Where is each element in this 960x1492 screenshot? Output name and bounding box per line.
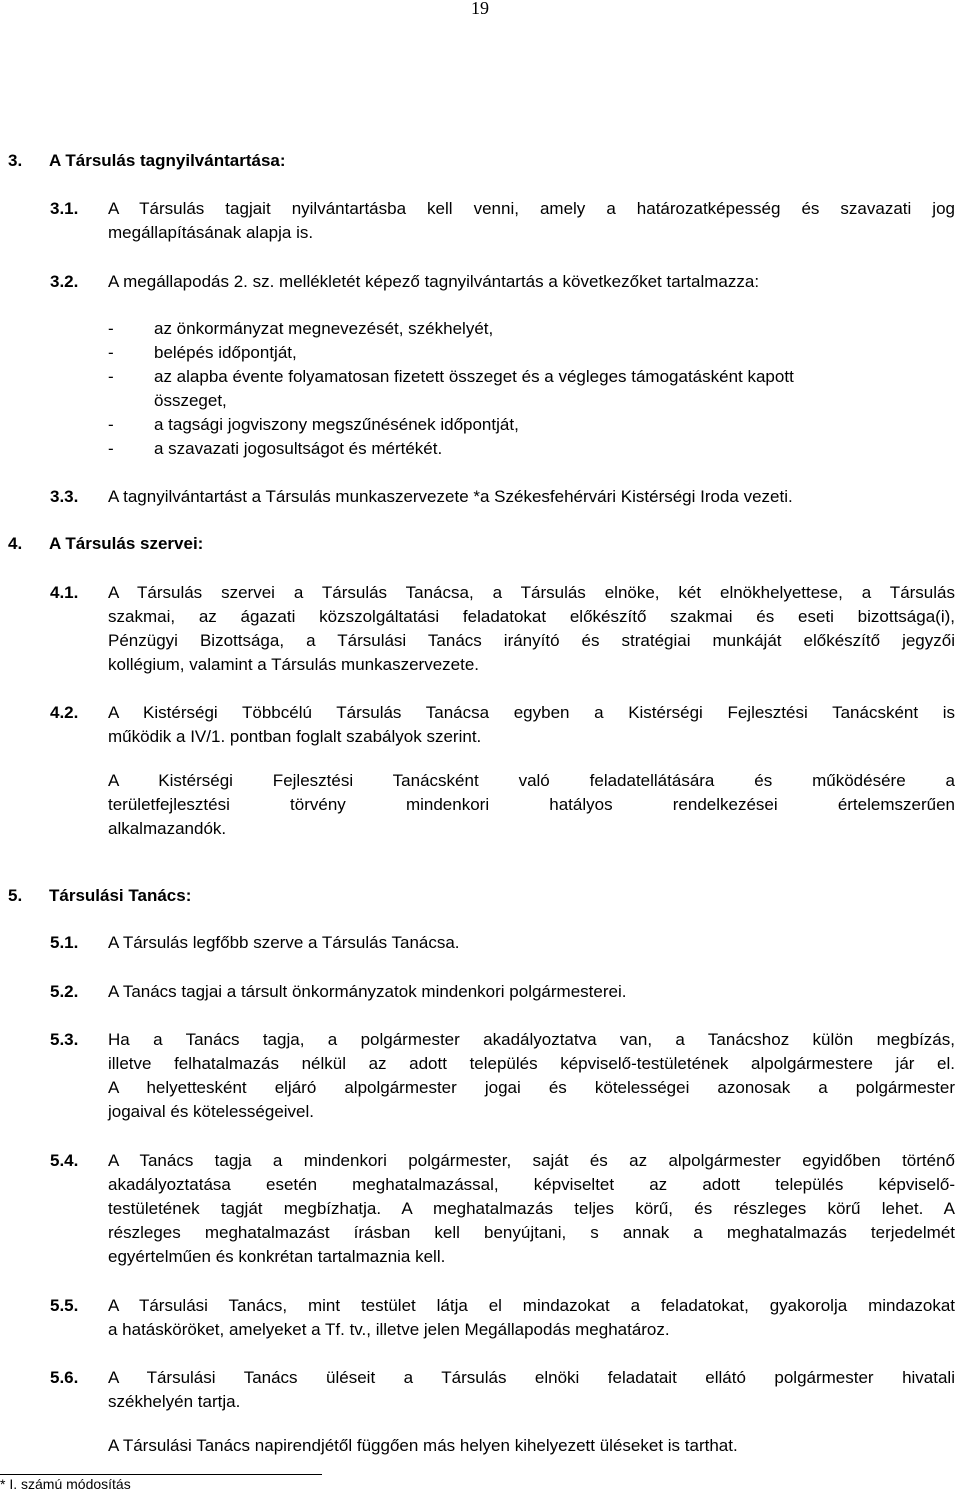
paragraph-5-4-line: akadályoztatása esetén meghatalmazással, képviseltet az adott település képviselő- [108, 1175, 955, 1194]
footnote-separator [0, 1474, 322, 1475]
paragraph-5-4-line: részleges meghatalmazást írásban kell benyújtani, s annak a meghatalmazás terjedelmét [108, 1223, 955, 1242]
section-4-heading: A Társulás szervei: [49, 534, 204, 553]
paragraph-4-1-line: szakmai, az ágazati közszolgáltatási feladatokat előkészítő szakmai és eseti bizottsága(i), [108, 607, 955, 626]
paragraph-5-1-number: 5.1. [50, 933, 79, 952]
paragraph-5-3-number: 5.3. [50, 1030, 79, 1049]
section-3-heading: A Társulás tagnyilvántartása: [49, 151, 286, 170]
paragraph-5-6-extra-line: A Társulási Tanács napirendjétől függően más helyen kihelyezett üléseket is tarthat. [108, 1436, 738, 1455]
paragraph-3-2-line: A megállapodás 2. sz. mellékletét képező tagnyilvántartás a következőket tartalmazza: [108, 272, 760, 291]
paragraph-5-5-line: A Társulási Tanács, mint testület látja el mindazokat a feladatokat, gyakorolja mindazokat [108, 1296, 955, 1315]
paragraph-5-3-line: Ha a Tanács tagja, a polgármester akadályoztatva van, a Tanácshoz külön megbízás, [108, 1030, 955, 1049]
section-5-heading: Társulási Tanács: [49, 886, 192, 905]
paragraph-5-6-number: 5.6. [50, 1368, 79, 1387]
paragraph-3-3-line: A tagnyilvántartást a Társulás munkaszervezete *a Székesfehérvári Kistérségi Iroda vezeti. [108, 487, 793, 506]
section-3-number: 3. [8, 151, 23, 170]
paragraph-5-5-line: a hatásköröket, amelyeket a Tf. tv., illetve jelen Megállapodás meghatároz. [108, 1320, 670, 1339]
paragraph-3-1-line: megállapításának alapja is. [108, 223, 314, 242]
paragraph-4-1-number: 4.1. [50, 583, 79, 602]
paragraph-4-2-line: A Kistérségi Többcélú Társulás Tanácsa egyben a Kistérségi Fejlesztési Tanácsként is [108, 703, 955, 722]
paragraph-3-2-number: 3.2. [50, 272, 79, 291]
paragraph-5-4-line: egyértelműen és konkrétan tartalmaznia kell. [108, 1247, 446, 1266]
paragraph-5-4-line: testületének tagját megbízhatja. A meghatalmazás teljes körű, és részleges körű lehet. A [108, 1199, 955, 1218]
paragraph-4-1-line: Pénzügyi Bizottsága, a Társulási Tanács irányító és stratégiai munkáját előkészítő jegyzői [108, 631, 955, 650]
list-dash: - [108, 319, 114, 338]
page-number: 19 [471, 0, 489, 18]
list-item: belépés időpontját, [154, 343, 297, 362]
paragraph-3-3-number: 3.3. [50, 487, 79, 506]
list-item-continuation: összeget, [154, 391, 227, 410]
paragraph-4-2-extra-line: területfejlesztési törvény mindenkori hatályos rendelkezései értelemszerűen [108, 795, 955, 814]
paragraph-5-2-number: 5.2. [50, 982, 79, 1001]
section-5-number: 5. [8, 886, 23, 905]
paragraph-4-2-number: 4.2. [50, 703, 79, 722]
paragraph-4-2-extra-line: A Kistérségi Fejlesztési Tanácsként való feladatellátására és működésére a [108, 771, 955, 790]
paragraph-5-3-line: jogaival és kötelességeivel. [108, 1102, 315, 1121]
paragraph-5-2-line: A Tanács tagjai a társult önkormányzatok mindenkori polgármesterei. [108, 982, 627, 1001]
paragraph-5-3-line: illetve felhatalmazás nélkül az adott település képviselő-testületének alpolgármestere jár el. [108, 1054, 955, 1073]
list-item: a tagsági jogviszony megszűnésének időpontját, [154, 415, 519, 434]
list-item: az alapba évente folyamatosan fizetett összeget és a végleges támogatásként kapott [154, 367, 794, 386]
paragraph-3-1-line: A Társulás tagjait nyilvántartásba kell venni, amely a határozatképesség és szavazati jog [108, 199, 955, 218]
paragraph-3-1-number: 3.1. [50, 199, 79, 218]
paragraph-4-2-extra-line: alkalmazandók. [108, 819, 227, 838]
paragraph-4-1-line: A Társulás szervei a Társulás Tanácsa, a Társulás elnöke, két elnökhelyettese, a Társulás [108, 583, 955, 602]
paragraph-5-5-number: 5.5. [50, 1296, 79, 1315]
footnote: * I. számú módosítás [0, 1476, 131, 1492]
paragraph-5-6-line: székhelyén tartja. [108, 1392, 241, 1411]
paragraph-4-2-line: működik a IV/1. pontban foglalt szabályok szerint. [108, 727, 482, 746]
list-item: a szavazati jogosultságot és mértékét. [154, 439, 443, 458]
list-item: az önkormányzat megnevezését, székhelyét, [154, 319, 494, 338]
paragraph-5-4-number: 5.4. [50, 1151, 79, 1170]
list-dash: - [108, 367, 114, 386]
paragraph-5-1-line: A Társulás legfőbb szerve a Társulás Tanácsa. [108, 933, 460, 952]
paragraph-5-6-line: A Társulási Tanács üléseit a Társulás elnöki feladatait ellátó polgármester hivatali [108, 1368, 955, 1387]
paragraph-4-1-line: kollégium, valamint a Társulás munkaszervezete. [108, 655, 480, 674]
paragraph-5-4-line: A Tanács tagja a mindenkori polgármester, saját és az alpolgármester egyidőben történő [108, 1151, 955, 1170]
list-dash: - [108, 343, 114, 362]
section-4-number: 4. [8, 534, 23, 553]
list-dash: - [108, 439, 114, 458]
paragraph-5-3-line: A helyettesként eljáró alpolgármester jogai és kötelességei azonosak a polgármester [108, 1078, 955, 1097]
list-dash: - [108, 415, 114, 434]
